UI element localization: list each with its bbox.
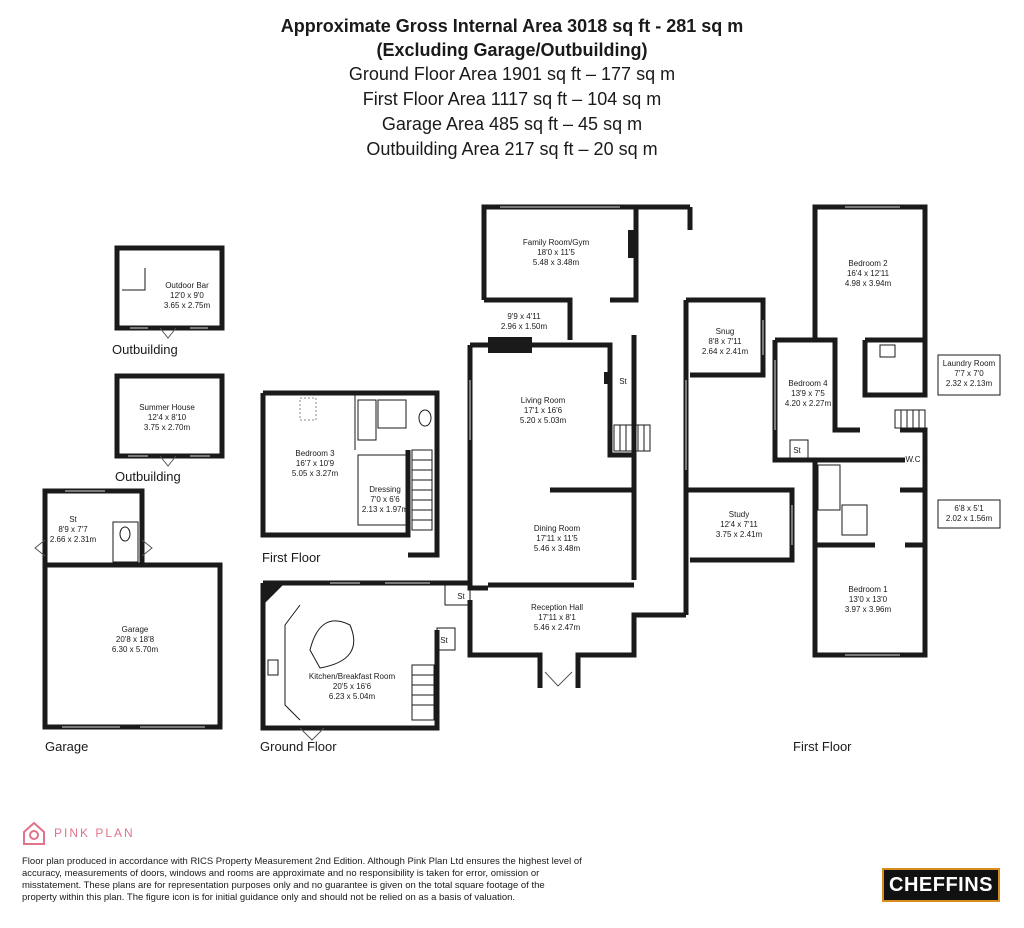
outdoor-bar-outbuilding xyxy=(112,248,222,357)
room-dim-imperial: 16'4 x 12'11 xyxy=(846,269,890,278)
area-ground: Ground Floor Area 1901 sq ft – 177 sq m xyxy=(348,64,676,84)
garage-block xyxy=(35,491,220,754)
store-label: St xyxy=(619,377,627,386)
room-dim-metric: 3.97 x 3.96m xyxy=(844,605,892,614)
room-name: Dining Room xyxy=(533,524,581,533)
room-dim-imperial: 12'4 x 8'10 xyxy=(147,413,187,422)
room-name: Bedroom 3 xyxy=(295,449,335,458)
room-name: Garage xyxy=(121,625,149,634)
room-dim-metric: 2.02 x 1.56m xyxy=(945,514,993,523)
west-wall xyxy=(470,345,488,588)
room-dim-metric: 2.66 x 2.31m xyxy=(49,535,97,544)
room-dim-imperial: 20'5 x 16'6 xyxy=(332,682,372,691)
corner-unit xyxy=(263,583,285,605)
room-name: Dressing xyxy=(369,485,401,494)
worktop xyxy=(285,605,300,720)
room-dim-imperial: 12'0 x 9'0 xyxy=(170,291,204,300)
wing-walls xyxy=(263,393,437,555)
store-unit xyxy=(604,372,610,384)
room-dim-metric: 2.32 x 2.13m xyxy=(945,379,993,388)
toilet-icon xyxy=(419,410,431,426)
garage-label: Garage xyxy=(45,739,89,754)
room-dim-imperial: 6'8 x 5'1 xyxy=(954,504,984,513)
kitchen-island xyxy=(310,621,354,668)
bath xyxy=(818,465,840,510)
staircase xyxy=(614,425,650,451)
room-name: Bedroom 4 xyxy=(788,379,828,388)
fireplace xyxy=(628,230,635,258)
title-line-1: Approximate Gross Internal Area 3018 sq ft - 281 sq m xyxy=(280,16,744,36)
room-dim-metric: 2.64 x 2.41m xyxy=(701,347,749,356)
room-dim-imperial: 7'0 x 6'6 xyxy=(370,495,400,504)
room-dim-imperial: 13'0 x 13'0 xyxy=(848,595,888,604)
room-dim-imperial: 20'8 x 18'8 xyxy=(115,635,155,644)
summer-house-outbuilding xyxy=(115,376,222,484)
room-dim-metric: 5.46 x 2.47m xyxy=(533,623,581,632)
disclaimer: Floor plan produced in accordance with RICS Property Measurement 2nd Edition. Although Pink Plan Ltd ensures the highest level of accuracy, measurements of doors, windows and rooms are approximate and no responsibility is taken for error, omission or misstatement. These plans are for representation purposes only and no guarantee is given on the total square footage of the property within this plan. The figure icon is for initial guidance only and should not be relied on as a basis of valuation. xyxy=(22,856,582,903)
sink-icon xyxy=(880,345,895,357)
first-floor-bedroom3-wing xyxy=(262,393,437,565)
agent-logo: CHEFFINS xyxy=(882,868,1000,902)
room-name: Kitchen/Breakfast Room xyxy=(308,672,396,681)
room-dim-metric: 5.05 x 3.27m xyxy=(291,469,339,478)
room-name: Living Room xyxy=(520,396,566,405)
bath xyxy=(358,400,376,440)
first-floor-label: First Floor xyxy=(262,550,321,565)
staircase xyxy=(412,665,434,720)
front-door xyxy=(545,672,572,686)
wc-cubicle xyxy=(113,522,138,562)
room-dim-metric: 2.13 x 1.97m xyxy=(361,505,409,514)
area-first: First Floor Area 1117 sq ft – 104 sq m xyxy=(362,89,662,109)
room-dim-imperial: 17'11 x 11'5 xyxy=(536,534,578,543)
ground-floor-label: Ground Floor xyxy=(260,739,337,754)
outbuilding-label: Outbuilding xyxy=(115,469,181,484)
store-label: St xyxy=(793,446,801,455)
room-dim-metric: 3.65 x 2.75m xyxy=(163,301,211,310)
room-name: Family Room/Gym xyxy=(522,238,590,247)
room-dim-metric: 6.23 x 5.04m xyxy=(328,692,376,701)
title-line-2: (Excluding Garage/Outbuilding) xyxy=(376,40,648,60)
room-dim-imperial: 9'9 x 4'11 xyxy=(507,312,541,321)
staircase xyxy=(895,410,925,428)
hall-walls xyxy=(578,615,686,688)
room-name: W.C xyxy=(905,455,921,464)
room-dim-metric: 4.98 x 3.94m xyxy=(844,279,892,288)
room-name: Summer House xyxy=(139,403,195,412)
room-dim-imperial: 17'11 x 8'1 xyxy=(538,613,576,622)
skylight xyxy=(300,398,316,420)
brand-name: PINK PLAN xyxy=(54,826,135,840)
room-name: Outdoor Bar xyxy=(165,281,209,290)
room-name: Snug xyxy=(715,327,735,336)
bar-counter xyxy=(122,268,145,290)
room-dim-metric: 2.96 x 1.50m xyxy=(500,322,548,331)
room-dim-metric: 6.30 x 5.70m xyxy=(111,645,159,654)
room-dim-imperial: 18'0 x 11'5 xyxy=(537,248,575,257)
room-dim-imperial: 12'4 x 7'11 xyxy=(720,520,758,529)
hob-icon xyxy=(268,660,278,675)
room-dim-metric: 5.20 x 5.03m xyxy=(519,416,567,425)
room-dim-metric: 3.75 x 2.41m xyxy=(715,530,763,539)
first-floor-right xyxy=(775,207,1000,754)
room-dim-imperial: 16'7 x 10'9 xyxy=(295,459,335,468)
staircase xyxy=(412,450,432,530)
ground-floor xyxy=(260,207,792,754)
room-dim-metric: 5.46 x 3.48m xyxy=(533,544,581,553)
room-name: Laundry Room xyxy=(942,359,996,368)
store-label: St xyxy=(457,592,465,601)
house-logo-icon xyxy=(22,820,46,846)
room-name: St xyxy=(69,515,77,524)
room-name: Study xyxy=(728,510,750,519)
room-dim-metric: 4.20 x 2.27m xyxy=(784,399,832,408)
room-dim-imperial: 13'9 x 7'5 xyxy=(791,389,825,398)
outbuilding-label: Outbuilding xyxy=(112,342,178,357)
room-dim-imperial: 7'7 x 7'0 xyxy=(954,369,984,378)
shower-tray xyxy=(842,505,867,535)
room-name: Bedroom 2 xyxy=(848,259,888,268)
shower-tray xyxy=(378,400,406,428)
kitchen-walls xyxy=(263,583,437,728)
room-dim-imperial: 8'8 x 7'11 xyxy=(708,337,742,346)
hall-walls xyxy=(470,600,540,688)
chimney-breast xyxy=(488,337,532,353)
area-garage: Garage Area 485 sq ft – 45 sq m xyxy=(381,114,643,134)
room-dim-metric: 5.48 x 3.48m xyxy=(532,258,580,267)
toilet-icon xyxy=(120,527,130,541)
pink-plan-logo xyxy=(22,820,135,846)
room-dim-imperial: 17'1 x 16'6 xyxy=(523,406,563,415)
room-name: Bedroom 1 xyxy=(848,585,888,594)
store-label: St xyxy=(440,636,448,645)
area-outbuilding: Outbuilding Area 217 sq ft – 20 sq m xyxy=(366,139,658,159)
first-floor-label: First Floor xyxy=(793,739,852,754)
room-name: Reception Hall xyxy=(530,603,584,612)
room-dim-imperial: 8'9 x 7'7 xyxy=(58,525,88,534)
room-dim-metric: 3.75 x 2.70m xyxy=(143,423,191,432)
